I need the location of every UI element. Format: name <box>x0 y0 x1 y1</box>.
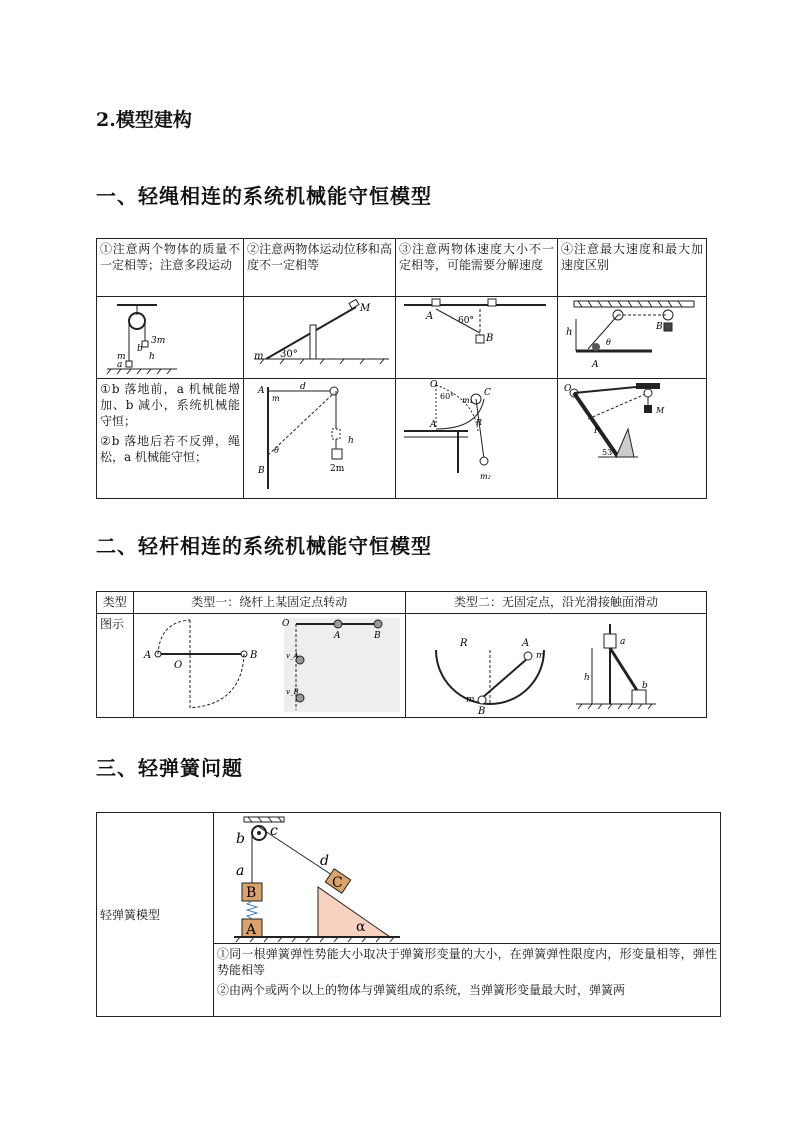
label-vB: v_B <box>285 688 299 696</box>
label-60b: 60° <box>440 392 455 401</box>
label-R2: R <box>460 638 468 649</box>
note-2: ②注意两物体运动位移和高度不一定相等 <box>244 239 396 297</box>
label-O3: O <box>173 660 182 671</box>
label-B: B <box>486 333 494 344</box>
label-A8: A <box>246 922 257 938</box>
pulley-figure <box>97 297 243 377</box>
label-R: R <box>476 418 483 427</box>
label-d: d <box>300 382 306 392</box>
label-a3: a <box>236 863 245 879</box>
fig-rod-cell <box>396 297 558 379</box>
spring-model-table <box>96 812 721 1017</box>
cases-cell <box>97 379 244 499</box>
label-a: a <box>117 360 123 370</box>
label-c: c <box>270 823 278 839</box>
spring-note-1: ①同一根弹簧弹性势能大小取决于弹簧形变量的大小，在弹簧弹性限度内，形变量相等，弹性势能相等 <box>217 947 717 977</box>
label-O2: O <box>564 384 572 394</box>
label-B6: B <box>478 706 486 716</box>
crane-figure <box>558 379 704 497</box>
type2-figure <box>406 614 706 716</box>
label-h: h <box>149 352 155 362</box>
label-m: m <box>117 352 126 362</box>
label-30: 30° <box>280 349 298 360</box>
label-A6: A <box>333 631 341 641</box>
label-C: C <box>484 388 491 398</box>
label-vA: v_A <box>285 652 299 660</box>
label-m4: m <box>536 651 545 661</box>
label-A7: A <box>522 638 530 649</box>
label-m3: m <box>272 394 280 403</box>
label-b: b <box>137 344 143 354</box>
rod-figure <box>396 297 557 377</box>
row-label-diagram: 图示 <box>97 614 134 718</box>
header-type1: 类型一：绕杆上某固定点转动 <box>133 592 405 614</box>
label-B2: B <box>656 322 663 332</box>
label-m1: m₁ <box>462 396 473 405</box>
spring-row-label: 轻弹簧模型 <box>97 813 214 1017</box>
note-3: ③注意两物体速度大小不一定相等，可能需要分解速度 <box>396 239 558 297</box>
fig-pulley-cell <box>97 297 244 379</box>
vertical-rod-figure <box>244 379 395 497</box>
label-h3: h <box>348 436 354 446</box>
type1-figure <box>134 614 404 716</box>
label-O4: O <box>281 619 289 629</box>
spring-note-2: ②由两个或两个以上的物体与弹簧组成的系统，当弹簧形变量最大时，弹簧两 <box>217 983 626 997</box>
label-theta2: θ <box>274 446 279 455</box>
label-B5: B <box>373 631 381 641</box>
label-M: M <box>360 303 371 314</box>
label-A4: A <box>430 420 437 430</box>
label-b3: b <box>236 831 245 847</box>
label-B7: B <box>246 885 257 901</box>
label-m2: m <box>254 351 264 362</box>
label-theta: θ <box>606 338 611 347</box>
label-2m: 2m <box>330 464 345 474</box>
header-type: 类型 <box>97 592 134 614</box>
rod-model-table <box>96 591 707 718</box>
label-F: F <box>594 426 600 435</box>
note-4: ④注意最大速度和最大加速度区别 <box>558 239 707 297</box>
fig-crane-cell <box>558 379 707 499</box>
label-3m: 3m <box>151 336 166 346</box>
label-53: 53° <box>602 448 617 457</box>
fig-ceiling-cell <box>558 297 707 379</box>
section3-title: 三、轻弹簧问题 <box>96 756 243 780</box>
label-alpha: α <box>356 919 366 935</box>
spring-figure <box>214 813 444 943</box>
label-d2: d <box>320 853 329 869</box>
label-h4: h <box>584 673 590 683</box>
fig-bowl-cell <box>396 379 558 499</box>
label-A3: A <box>258 386 265 396</box>
case-2: ②b 落地后若不反弹，绳松，a 机械能守恒； <box>100 434 240 464</box>
section2-title: 二、轻杆相连的系统机械能守恒模型 <box>96 534 432 558</box>
rope-model-table <box>96 238 707 499</box>
label-A2: A <box>592 360 599 370</box>
header-type2: 类型二：无固定点，沿光滑接触面滑动 <box>406 592 707 614</box>
label-B3: B <box>258 466 265 476</box>
fig-type2-cell <box>406 614 707 718</box>
ceiling-figure <box>558 297 704 377</box>
label-m5: m <box>466 695 475 705</box>
section1-title: 一、轻绳相连的系统机械能守恒模型 <box>96 184 432 208</box>
label-A5: A <box>143 650 151 661</box>
label-60: 60° <box>458 316 474 326</box>
label-m2b: m₂ <box>480 472 491 481</box>
label-M2: M <box>656 406 665 415</box>
label-b2: b <box>642 681 648 691</box>
label-a2: a <box>620 637 626 647</box>
fig-incline-cell <box>244 297 396 379</box>
case-1: ①b 落地前，a 机械能增加、b 减小，系统机械能守恒； <box>100 382 240 428</box>
label-h2: h <box>566 327 573 338</box>
spring-notes-cell <box>214 944 721 1017</box>
fig-spring-cell <box>214 813 721 944</box>
model-heading: 2.模型建构 <box>96 109 192 131</box>
label-A: A <box>426 311 434 322</box>
label-C2: C <box>332 875 343 891</box>
fig-vertical-rod-cell <box>244 379 396 499</box>
bowl-figure <box>396 379 557 497</box>
note-1: ①注意两个物体的质量不一定相等；注意多段运动 <box>97 239 244 297</box>
incline-figure <box>244 297 395 377</box>
fig-type1-cell <box>133 614 405 718</box>
label-B4: B <box>249 650 257 661</box>
label-O: O <box>430 380 438 390</box>
